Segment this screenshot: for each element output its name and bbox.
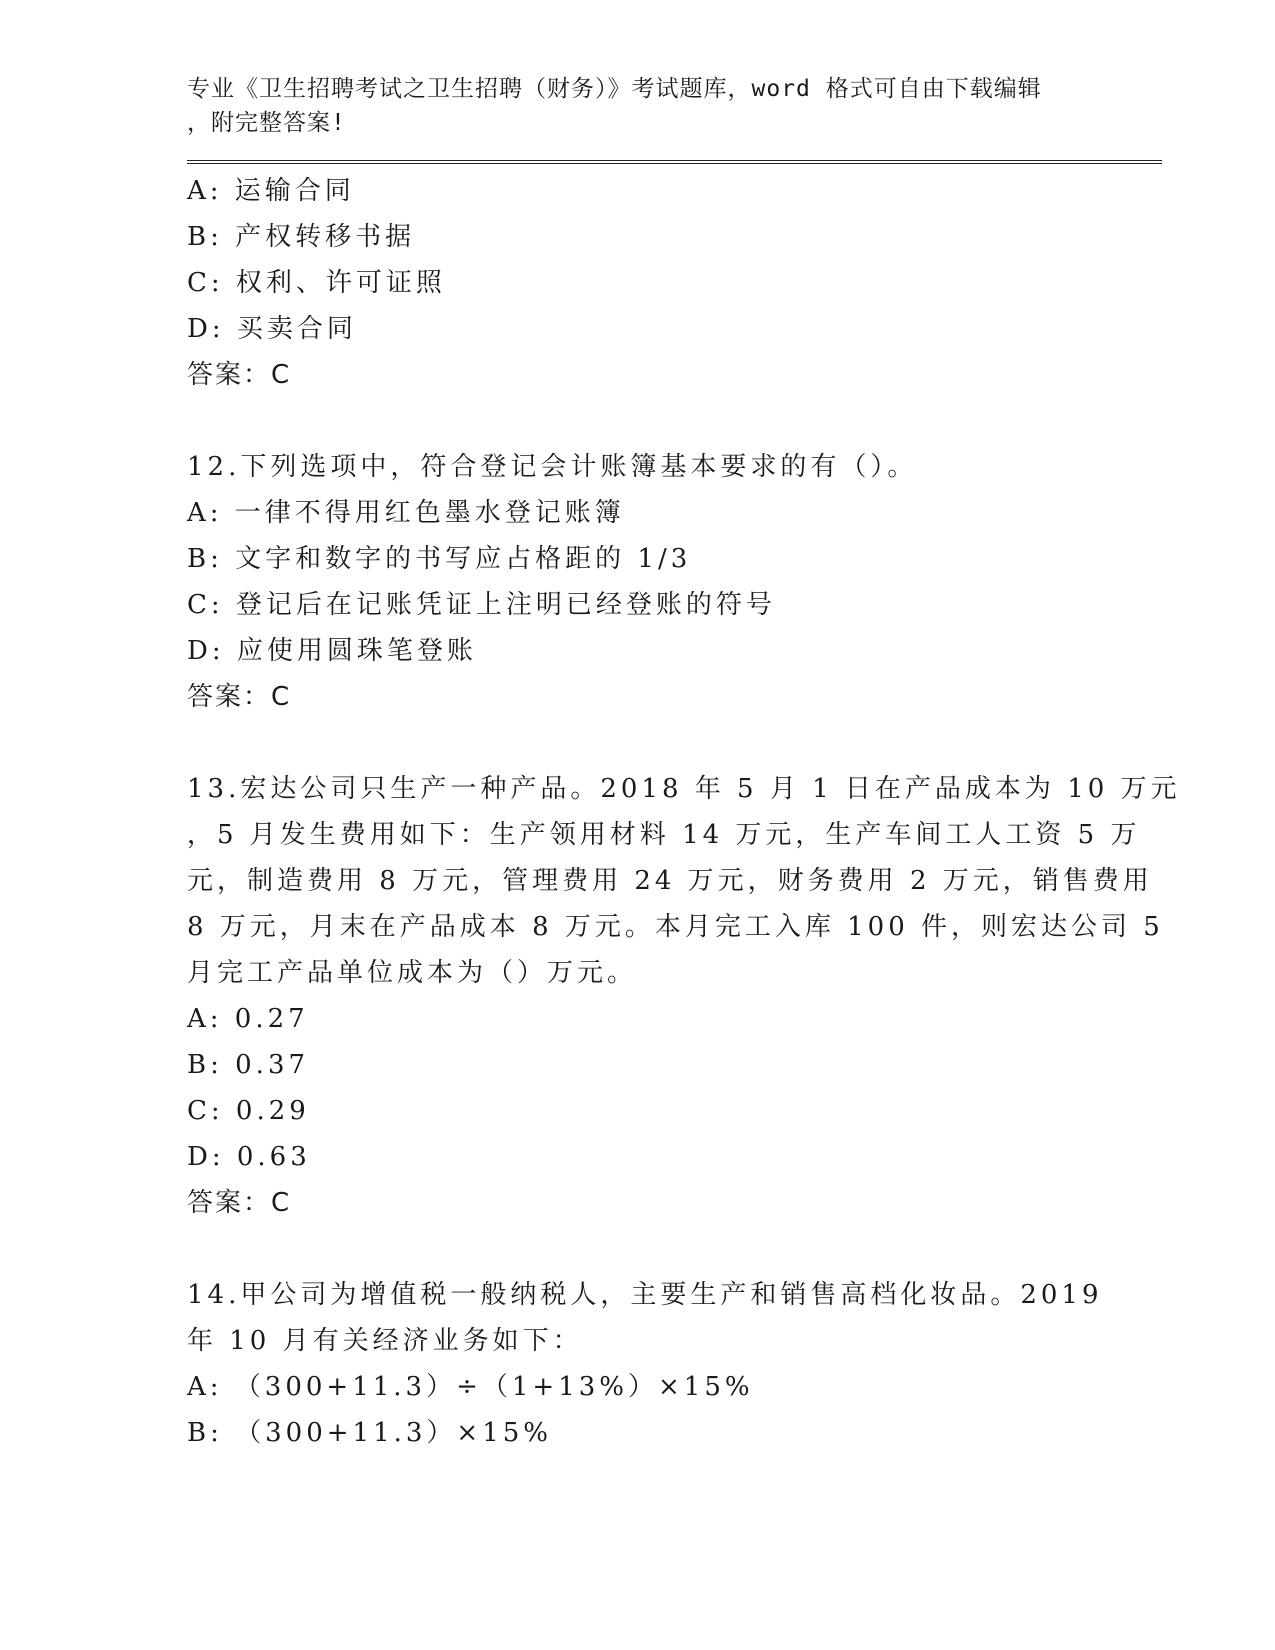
option-b: B: （300+11.3）×15% (187, 1418, 553, 1448)
option-a: A: （300+11.3）÷（1+13%）×15% (187, 1372, 754, 1402)
option-d: D: 买卖合同 (187, 314, 357, 344)
spacer (187, 1226, 1162, 1272)
question-content (187, 168, 1181, 1456)
header-line-1: 专业《卫生招聘考试之卫生招聘（财务）》考试题库，word 格式可自由下载编辑 (187, 76, 1042, 102)
option-b: B: 产权转移书据 (187, 222, 416, 252)
header-line-2: ，附完整答案! (187, 110, 346, 136)
question-14-block (187, 1272, 1162, 1456)
option-b: B: 文字和数字的书写应占格距的 1/3 (187, 544, 692, 574)
option-c: C: 登记后在记账凭证上注明已经登账的符号 (187, 590, 776, 620)
answer-line: 答案：C (187, 1188, 292, 1218)
document-header (187, 72, 1067, 140)
option-d: D: 0.63 (187, 1142, 311, 1172)
header-divider (187, 160, 1162, 164)
option-c: C: 权利、许可证照 (187, 268, 446, 298)
option-c: C: 0.29 (187, 1096, 310, 1126)
question-13-block (187, 766, 1181, 1226)
question-text-line: 元，制造费用 8 万元，管理费用 24 万元，财务费用 2 万元，销售费用 (187, 866, 1153, 896)
option-a: A: 运输合同 (187, 176, 355, 206)
option-d: D: 应使用圆珠笔登账 (187, 636, 477, 666)
question-11-block (187, 168, 1162, 398)
answer-line: 答案：C (187, 682, 292, 712)
document-page (187, 72, 1181, 1456)
option-a: A: 0.27 (187, 1004, 309, 1034)
question-text-line: 8 万元，月末在产品成本 8 万元。本月完工入库 100 件，则宏达公司 5 (187, 912, 1164, 942)
option-a: A: 一律不得用红色墨水登记账簿 (187, 498, 625, 528)
question-text-line: 13.宏达公司只生产一种产品。2018 年 5 月 1 日在产品成本为 10 万元 (187, 774, 1181, 804)
spacer (187, 398, 1162, 444)
question-text-line: 14.甲公司为增值税一般纳税人，主要生产和销售高档化妆品。2019 (187, 1280, 1103, 1310)
question-text-line: 年 10 月有关经济业务如下： (187, 1326, 583, 1356)
option-b: B: 0.37 (187, 1050, 310, 1080)
question-text: 12.下列选项中，符合登记会计账簿基本要求的有（）。 (187, 452, 918, 482)
answer-line: 答案：C (187, 360, 292, 390)
question-text-line: ，5 月发生费用如下：生产领用材料 14 万元，生产车间工人工资 5 万 (187, 820, 1141, 850)
question-text-line: 月完工产品单位成本为（）万元。 (187, 958, 638, 988)
question-12-block (187, 444, 1162, 720)
spacer (187, 720, 1162, 766)
